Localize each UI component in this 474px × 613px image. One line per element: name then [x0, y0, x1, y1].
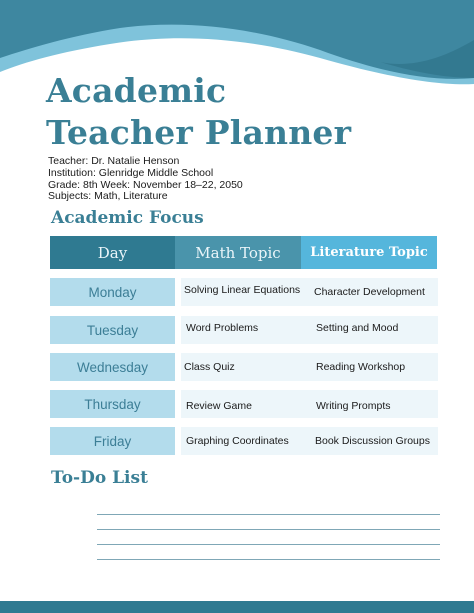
title-line-2: Teacher Planner — [46, 113, 352, 152]
day-cell: Thursday — [50, 390, 175, 418]
institution: Institution: Glenridge Middle School — [48, 166, 214, 179]
todo-line — [97, 514, 440, 515]
math-topic: Graphing Coordinates — [186, 435, 289, 447]
table-row — [0, 390, 474, 418]
column-header-day: Day — [50, 236, 175, 269]
literature-topic: Book Discussion Groups — [315, 435, 430, 447]
math-topic: Word Problems — [186, 322, 259, 334]
title-line-1: Academic — [46, 71, 227, 110]
page-title — [46, 70, 351, 154]
todo-line — [97, 544, 440, 545]
table-row — [0, 427, 474, 455]
table-row — [0, 353, 474, 381]
column-header-math: Math Topic — [175, 236, 301, 269]
literature-topic: Writing Prompts — [316, 400, 391, 412]
todo-line — [97, 529, 440, 530]
literature-topic: Setting and Mood — [316, 322, 399, 334]
todo-line — [97, 559, 440, 560]
math-topic: Review Game — [186, 400, 252, 412]
day-cell: Wednesday — [50, 353, 175, 381]
math-topic: Solving Linear Equations — [184, 284, 301, 296]
table-row — [0, 278, 474, 306]
teacher-name: Teacher: Dr. Natalie Henson — [48, 155, 180, 167]
academic-focus-heading: Academic Focus — [51, 208, 204, 228]
footer-bar — [0, 601, 474, 613]
literature-topic: Reading Workshop — [316, 361, 406, 373]
table-row — [0, 316, 474, 344]
literature-topic: Character Development — [314, 286, 425, 298]
grade-week: Grade: 8th Week: November 18–22, 2050 — [48, 178, 243, 191]
subjects: Subjects: Math, Literature — [48, 190, 168, 203]
teacher-info — [48, 156, 243, 203]
todo-heading: To-Do List — [51, 468, 148, 488]
column-header-literature: Literature Topic — [301, 236, 437, 269]
math-topic: Class Quiz — [184, 361, 235, 373]
day-cell: Friday — [50, 427, 175, 455]
day-cell: Tuesday — [50, 316, 175, 344]
day-cell: Monday — [50, 278, 175, 306]
